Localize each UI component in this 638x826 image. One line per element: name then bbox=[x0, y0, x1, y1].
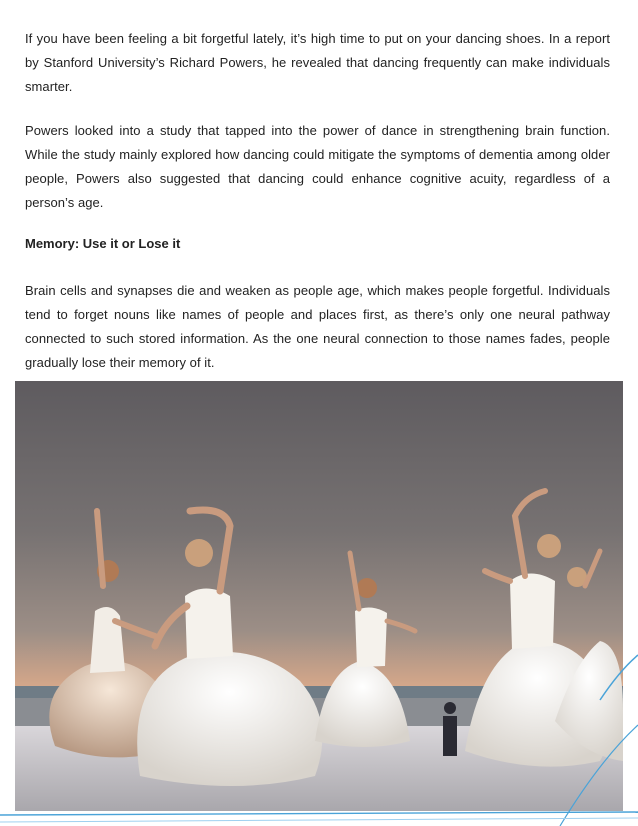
intro-paragraph bbox=[25, 27, 610, 99]
study-paragraph-text: Powers looked into a study that tapped into the power of dance in strengthening brain function. While the study mainly explored how dancing could mitigate the symptoms of dementia among older people, Powers also suggested that dancing could enhance cognitive acuity, regardless of a person’s age. bbox=[25, 123, 610, 210]
intro-paragraph-text: If you have been feeling a bit forgetful lately, it’s high time to put on your dancing shoes. In a report by Stanford University’s Richard Powers, he revealed that dancing frequently can make individuals smarter. bbox=[25, 31, 610, 94]
dancers-photo bbox=[15, 381, 623, 811]
memory-heading-text: Memory: Use it or Lose it bbox=[25, 236, 181, 251]
memory-paragraph-text: Brain cells and synapses die and weaken as people age, which makes people forgetful. Individuals tend to forget nouns like names of people and places first, as there’s only one neural pathway connected to such stored information. As the one neural connection to those names fades, people gradually lose their memory of it. bbox=[25, 283, 610, 370]
memory-paragraph bbox=[25, 279, 610, 375]
memory-heading bbox=[25, 232, 610, 256]
study-paragraph bbox=[25, 119, 610, 215]
